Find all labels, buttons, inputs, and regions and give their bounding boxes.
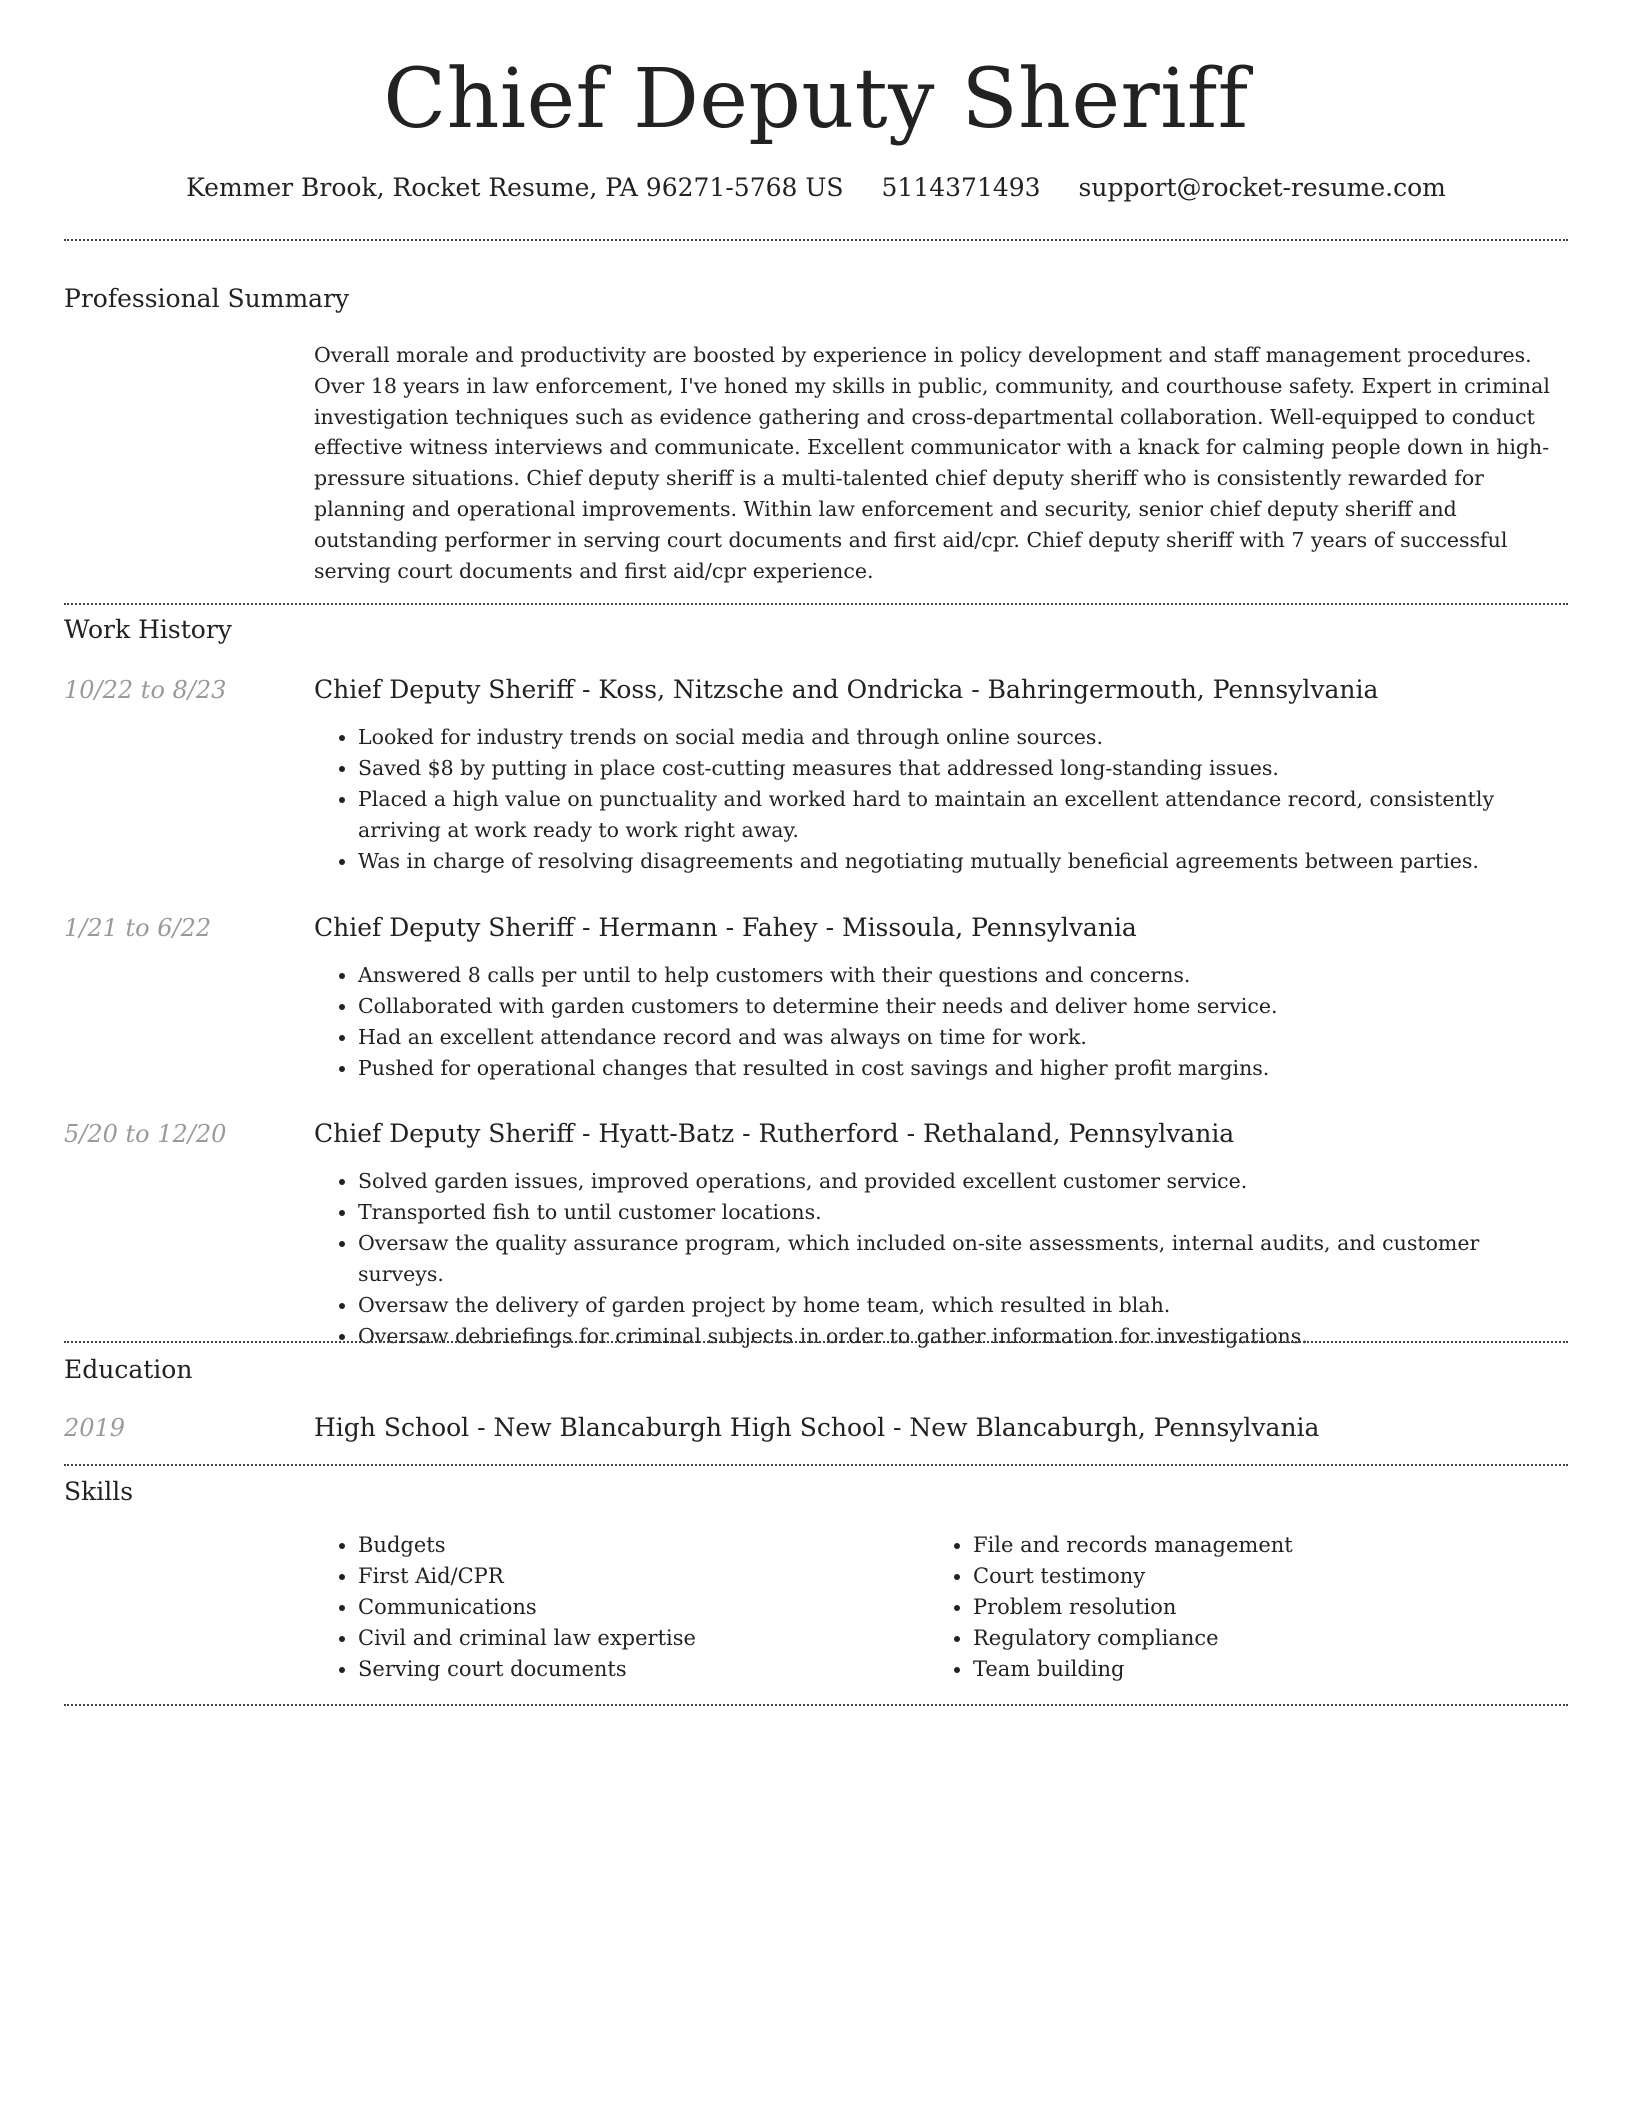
job-dates: 10/22 to 8/23 (64, 676, 227, 704)
list-item: • Oversaw the quality assurance program, which included on-site assessments, internal audits, and customer surveys. (358, 1228, 1568, 1290)
list-item: • Civil and criminal law expertise (358, 1623, 914, 1654)
list-item: • Placed a high value on punctuality and worked hard to maintain an excellent attendance record, consistently arriving at work ready to work right away. (358, 784, 1568, 846)
job-bullets (314, 960, 1568, 1084)
contact-email: support@rocket-resume.com (1078, 173, 1446, 202)
list-item: • Serving court documents (358, 1654, 914, 1685)
job-heading: Chief Deputy Sheriff - Koss, Nitzsche and Ondricka - Bahringermouth, Pennsylvania (314, 675, 1379, 704)
job-dates: 1/21 to 6/22 (64, 914, 212, 942)
skills-list-right (929, 1530, 1529, 1685)
section-divider (64, 1704, 1568, 1706)
list-item: • Budgets (358, 1530, 914, 1561)
job-bullets (314, 1166, 1568, 1352)
list-item: • File and records management (973, 1530, 1529, 1561)
list-item: • Communications (358, 1592, 914, 1623)
list-item: • Oversaw the delivery of garden project by home team, which resulted in blah. (358, 1290, 1568, 1321)
list-item: • Team building (973, 1654, 1529, 1685)
section-divider (64, 603, 1568, 605)
list-item: • Was in charge of resolving disagreements and negotiating mutually beneficial agreements between parties. (358, 846, 1568, 877)
page-title: Chief Deputy Sheriff (383, 52, 1249, 147)
list-item: • Had an excellent attendance record and was always on time for work. (358, 1022, 1568, 1053)
list-item: • Saved $8 by putting in place cost-cutting measures that addressed long-standing issues. (358, 753, 1568, 784)
list-item: • Pushed for operational changes that resulted in cost savings and higher profit margins. (358, 1053, 1568, 1084)
job-dates: 5/20 to 12/20 (64, 1120, 227, 1148)
list-item: • Court testimony (973, 1561, 1529, 1592)
job-bullets (314, 722, 1568, 877)
education-year: 2019 (64, 1414, 126, 1442)
list-item: • Regulatory compliance (973, 1623, 1529, 1654)
contact-address: Kemmer Brook, Rocket Resume, PA 96271-5768 US (186, 173, 844, 202)
list-item: • Collaborated with garden customers to determine their needs and deliver home service. (358, 991, 1568, 1022)
list-item: • First Aid/CPR (358, 1561, 914, 1592)
summary-heading: Professional Summary (64, 284, 350, 313)
skills-list-left (314, 1530, 914, 1685)
list-item: • Solved garden issues, improved operations, and provided excellent customer service. (358, 1166, 1568, 1197)
education-heading: Education (64, 1355, 193, 1384)
contact-phone: 5114371493 (881, 173, 1041, 202)
job-heading: Chief Deputy Sheriff - Hermann - Fahey - Missoula, Pennsylvania (314, 913, 1137, 942)
summary-text: Overall morale and productivity are boosted by experience in policy development and staff management procedures. Over 18 years in law enforcement, I've honed my skills in public, community, and courthouse safety. Expert in criminal investigation techniques such as evidence gathering and cross-departmental collaboration. Well-equipped to conduct effective witness interviews and communicate. Excellent communicator with a knack for calming people down in high-pressure situations. Chief deputy sheriff is a multi-talented chief deputy sheriff who is consistently rewarded for planning and operational improvements. Within law enforcement and security, senior chief deputy sheriff and outstanding performer in serving court documents and first aid/cpr. Chief deputy sheriff with 7 years of successful serving court documents and first aid/cpr experience. (314, 343, 1550, 583)
education-heading-line: High School - New Blancaburgh High School - New Blancaburgh, Pennsylvania (314, 1413, 1320, 1442)
skills-heading: Skills (64, 1477, 134, 1506)
list-item: • Oversaw debriefings for criminal subjects in order to gather information for investigations. (358, 1321, 1568, 1352)
section-divider (64, 1341, 1568, 1343)
contact-line (64, 170, 1568, 206)
list-item: • Answered 8 calls per until to help customers with their questions and concerns. (358, 960, 1568, 991)
list-item: • Looked for industry trends on social media and through online sources. (358, 722, 1568, 753)
section-divider (64, 239, 1568, 241)
list-item: • Transported fish to until customer locations. (358, 1197, 1568, 1228)
section-divider (64, 1464, 1568, 1466)
work-history-heading: Work History (64, 615, 232, 644)
job-heading: Chief Deputy Sheriff - Hyatt-Batz - Rutherford - Rethaland, Pennsylvania (314, 1119, 1235, 1148)
list-item: • Problem resolution (973, 1592, 1529, 1623)
